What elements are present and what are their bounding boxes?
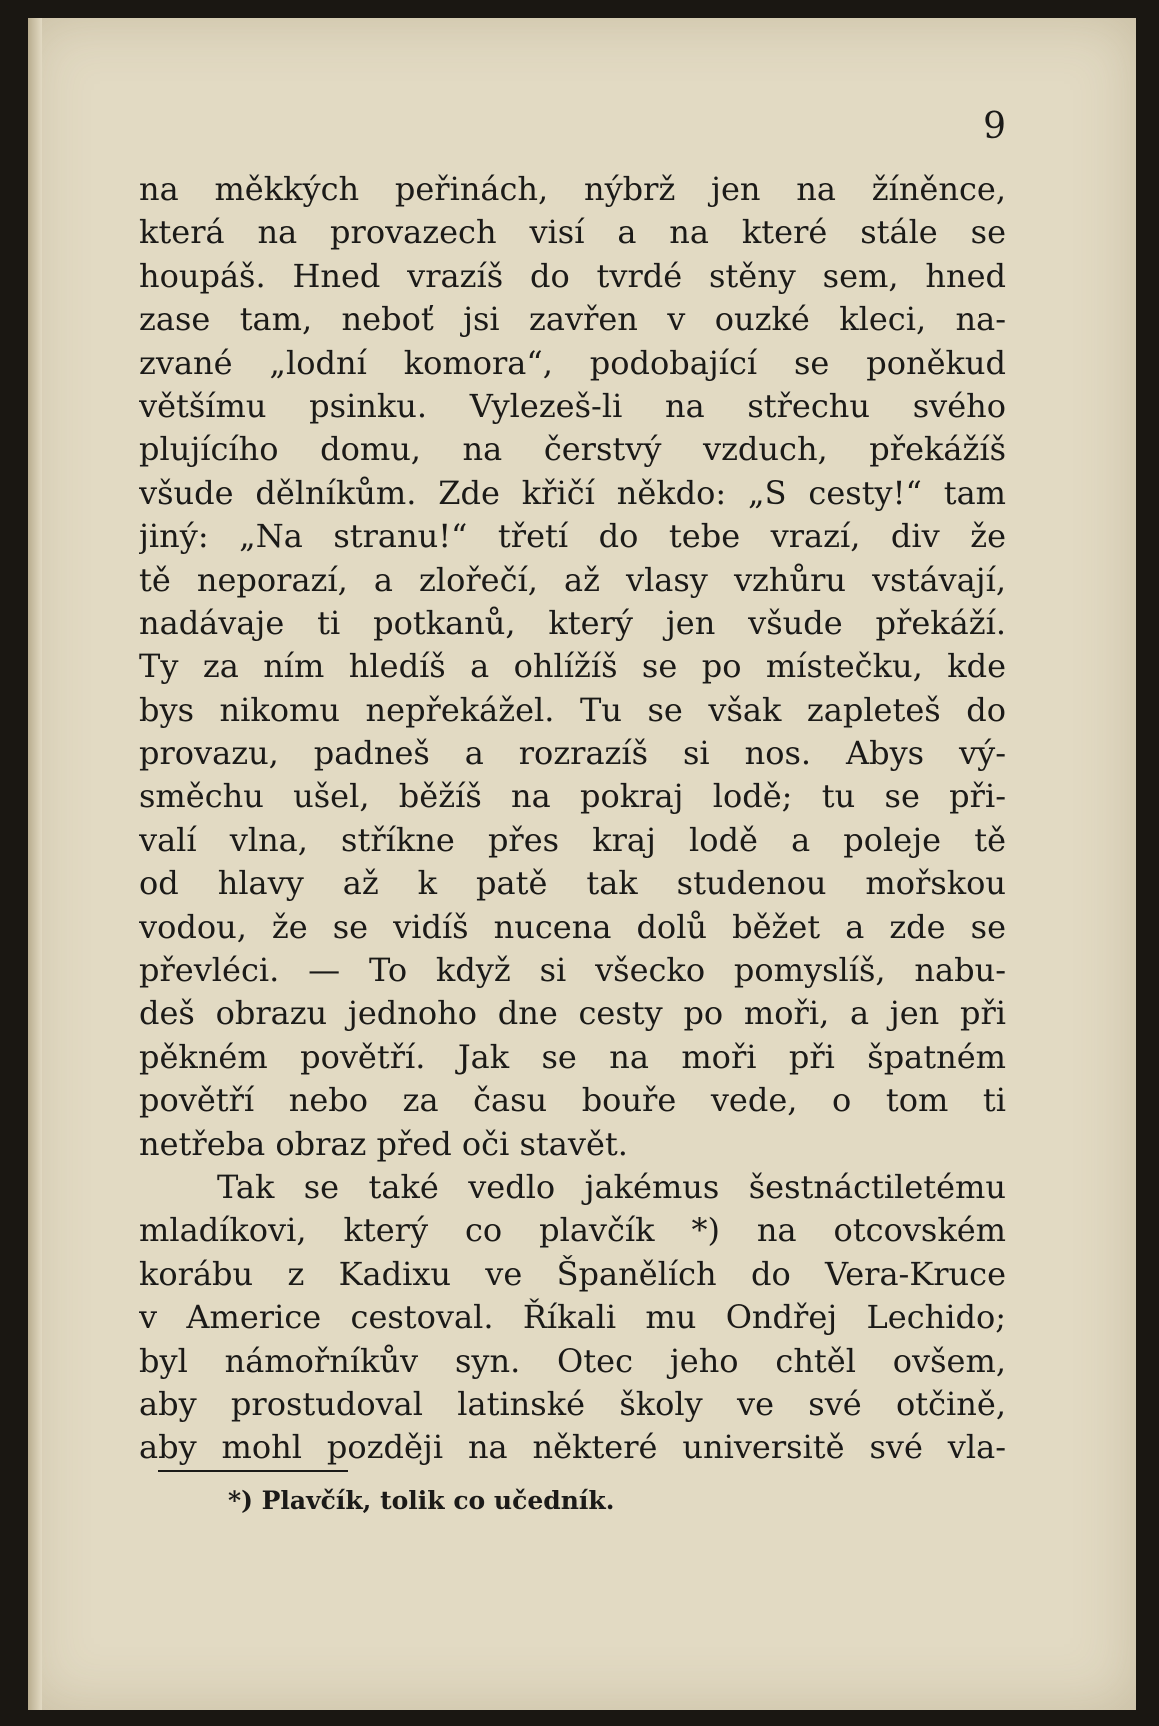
text-line: bys nikomu nepřekážel. Tu se však zapleteš do	[139, 690, 1006, 729]
page-number: 9	[983, 106, 1006, 147]
text-line: aby prostudoval latinské školy ve své otčině,	[139, 1384, 1006, 1423]
text-line: Tak se také vedlo jakémus šestnáctiletému	[217, 1167, 1006, 1206]
text-line: provazu, padneš a rozrazíš si nos. Abys vý-	[139, 734, 1006, 773]
text-line: vodou, že se vidíš nucena dolů běžet a zde se	[139, 907, 1006, 946]
text-line: v Americe cestoval. Říkali mu Ondřej Lechido;	[139, 1298, 1006, 1337]
text-line: většímu psinku. Vylezeš-li na střechu svého	[139, 386, 1006, 425]
text-line: tě neporazí, a zlořečí, až vlasy vzhůru vstávají,	[139, 560, 1006, 599]
text-line: směchu ušel, běžíš na pokraj lodě; tu se při-	[139, 777, 1006, 816]
book-page	[28, 18, 1136, 1710]
text-line: Ty za ním hledíš a ohlížíš se po místečku, kde	[139, 647, 1006, 686]
text-line: valí vlna, stříkne přes kraj lodě a poleje tě	[139, 820, 1006, 859]
body-text	[139, 168, 1006, 1470]
text-line: jiný: „Na stranu!“ třetí do tebe vrazí, div že	[139, 517, 1006, 556]
text-line: převléci. — To když si všecko pomyslíš, nabu-	[139, 951, 1006, 990]
text-line: plujícího domu, na čerstvý vzduch, překážíš	[139, 430, 1006, 469]
text-line: houpáš. Hned vrazíš do tvrdé stěny sem, hned	[139, 256, 1006, 295]
text-line: povětří nebo za času bouře vede, o tom ti	[139, 1081, 1006, 1120]
text-line: aby mohl později na některé universitě své vla-	[139, 1428, 1006, 1467]
text-line: od hlavy až k patě tak studenou mořskou	[139, 864, 1006, 903]
text-line: která na provazech visí a na které stále se	[139, 213, 1006, 252]
text-line: byl námořníkův syn. Otec jeho chtěl ovšem,	[139, 1341, 1006, 1380]
text-line: všude dělníkům. Zde křičí někdo: „S cesty!“ tam	[139, 473, 1006, 512]
text-line: deš obrazu jednoho dne cesty po moři, a jen při	[139, 994, 1006, 1033]
text-line: mladíkovi, který co plavčík *) na otcovském	[139, 1211, 1006, 1250]
text-line: nadávaje ti potkanů, který jen všude překáží.	[139, 603, 1006, 642]
footnote: *) Plavčík, tolik co učedník.	[228, 1486, 615, 1515]
text-line: na měkkých peřinách, nýbrž jen na žíněnce,	[139, 170, 1006, 208]
text-line: zase tam, neboť jsi zavřen v ouzké kleci, na-	[139, 300, 1006, 339]
text-line: korábu z Kadixu ve Španělích do Vera-Kruce	[139, 1254, 1006, 1293]
text-line: pěkném povětří. Jak se na moři při špatném	[139, 1037, 1006, 1076]
text-line: netřeba obraz před oči stavět.	[139, 1124, 628, 1163]
footnote-divider	[158, 1470, 348, 1472]
text-line: zvané „lodní komora“, podobající se poněkud	[139, 343, 1006, 382]
page-gutter-shadow	[28, 18, 42, 1710]
